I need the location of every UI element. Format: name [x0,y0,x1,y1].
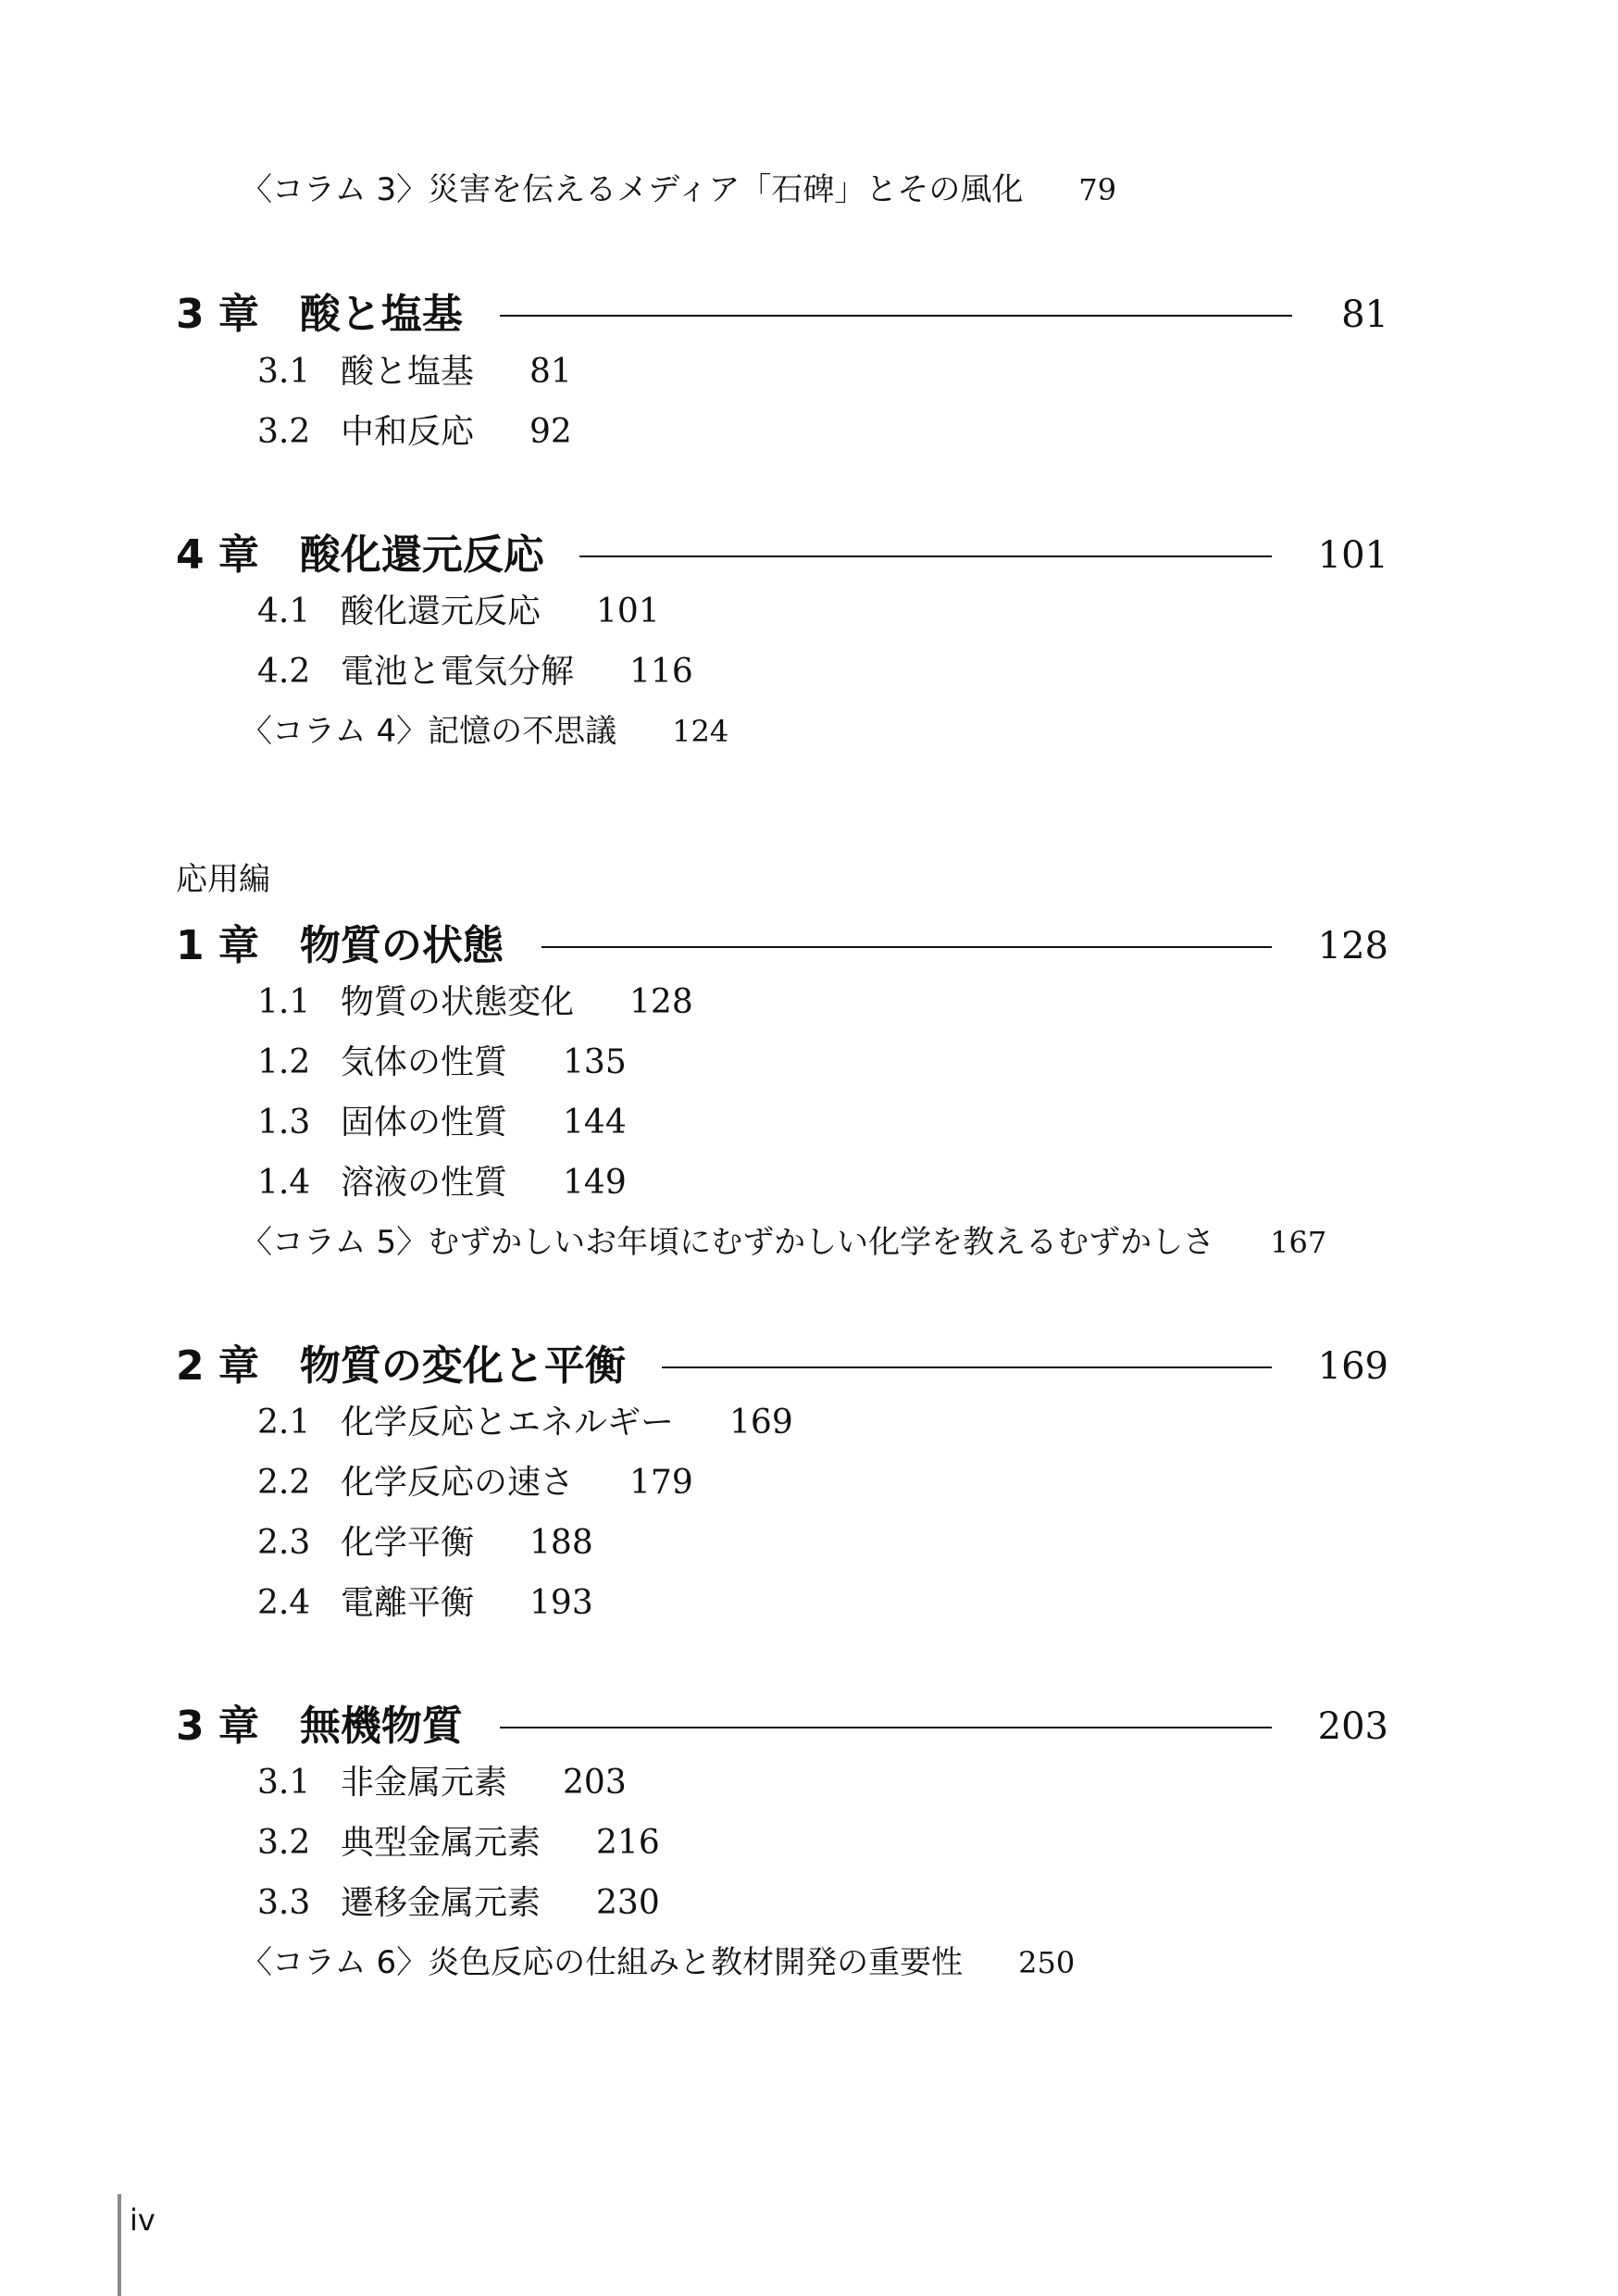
column-label: 〈コラム 4〉記憶の不思議 [241,713,617,750]
section-number: 3.3 [257,1884,311,1922]
section-title: 固体の性質 [341,1104,508,1142]
column-entry[interactable] [241,1940,1075,1986]
folio-bar [118,2194,121,2296]
column-page: 124 [672,714,729,749]
section-number: 3.1 [257,353,311,391]
section-title: 典型金属元素 [341,1824,541,1862]
chapter-title: 4 章 酸化還元反応 [176,531,544,579]
section-page: 188 [529,1524,593,1562]
section-entry[interactable] [257,1160,627,1206]
column-label: 〈コラム 3〉災害を伝えるメディア「石碑」とその風化 [241,171,1024,208]
section-title: 酸化還元反応 [341,593,541,630]
column-page: 167 [1270,1225,1327,1260]
chapter-heading[interactable] [176,1339,1388,1394]
leader-rule [579,555,1272,557]
section-title: 電池と電気分解 [341,653,575,691]
section-entry[interactable] [257,1460,693,1506]
chapter-page: 81 [1341,293,1388,336]
section-page: 81 [529,353,572,391]
chapter-page: 203 [1317,1705,1388,1748]
section-page: 92 [529,413,572,451]
section-page: 135 [563,1043,627,1081]
section-number: 1.2 [257,1043,311,1081]
section-entry[interactable] [257,1520,593,1566]
section-entry[interactable] [257,1580,593,1627]
section-page: 101 [596,593,660,630]
column-entry[interactable] [241,708,728,755]
section-title: 化学平衡 [341,1524,475,1562]
section-number: 1.4 [257,1164,311,1202]
section-entry[interactable] [257,349,572,395]
section-number: 2.1 [257,1404,311,1441]
section-entry[interactable] [257,409,572,455]
chapter-heading[interactable] [176,918,1388,974]
chapter-title: 1 章 物質の状態 [176,922,504,969]
section-page: 203 [563,1764,627,1802]
part-label: 応用編 [176,861,270,898]
section-page: 116 [629,653,693,691]
section-title: 化学反応の速さ [341,1464,575,1502]
leader-rule [662,1366,1272,1368]
column-page: 250 [1018,1945,1076,1980]
chapter-heading[interactable] [176,1699,1388,1754]
chapter-heading[interactable] [176,287,1388,343]
chapter-heading[interactable] [176,528,1388,583]
section-entry[interactable] [257,1820,660,1866]
section-entry[interactable] [257,980,693,1026]
section-number: 2.4 [257,1584,311,1622]
section-number: 3.2 [257,413,311,451]
section-title: 酸と塩基 [341,353,475,391]
section-entry[interactable] [257,1100,627,1146]
column-label: 〈コラム 6〉炎色反応の仕組みと教材開発の重要性 [241,1944,964,1981]
section-title: 非金属元素 [341,1764,508,1802]
section-number: 1.3 [257,1104,311,1142]
section-title: 溶液の性質 [341,1164,508,1202]
section-entry[interactable] [257,1760,627,1806]
section-number: 4.1 [257,593,311,630]
section-number: 4.2 [257,653,311,691]
section-title: 電離平衡 [341,1584,475,1622]
section-page: 216 [596,1824,660,1862]
section-number: 3.1 [257,1764,311,1802]
section-page: 169 [729,1404,793,1441]
chapter-page: 128 [1317,925,1388,967]
section-page: 128 [629,983,693,1021]
section-number: 2.2 [257,1464,311,1502]
section-number: 2.3 [257,1524,311,1562]
column-label: 〈コラム 5〉むずかしいお年頃にむずかしい化学を教えるむずかしさ [241,1224,1215,1261]
section-entry[interactable] [257,589,660,635]
column-entry[interactable] [241,1219,1326,1266]
section-entry[interactable] [257,1400,793,1446]
section-entry[interactable] [257,649,693,695]
section-page: 179 [629,1464,693,1502]
chapter-page: 169 [1317,1345,1388,1388]
column-entry[interactable] [241,167,1116,213]
leader-rule [541,946,1272,948]
section-title: 気体の性質 [341,1043,508,1081]
chapter-title: 3 章 酸と塩基 [176,291,463,338]
section-number: 1.1 [257,983,311,1021]
section-page: 230 [596,1884,660,1922]
leader-rule [500,1727,1272,1728]
leader-rule [500,315,1292,317]
section-title: 物質の状態変化 [341,983,575,1021]
section-title: 化学反応とエネルギー [341,1404,675,1441]
section-entry[interactable] [257,1880,660,1927]
section-number: 3.2 [257,1824,311,1862]
chapter-title: 3 章 無機物質 [176,1703,463,1750]
section-page: 144 [563,1104,627,1142]
column-page: 79 [1078,172,1117,207]
section-title: 中和反応 [341,413,475,451]
section-entry[interactable] [257,1040,627,1086]
section-title: 遷移金属元素 [341,1884,541,1922]
chapter-title: 2 章 物質の変化と平衡 [176,1342,626,1390]
section-page: 193 [529,1584,593,1622]
section-page: 149 [563,1164,627,1202]
chapter-page: 101 [1317,534,1388,577]
page-number: iv [130,2202,156,2238]
